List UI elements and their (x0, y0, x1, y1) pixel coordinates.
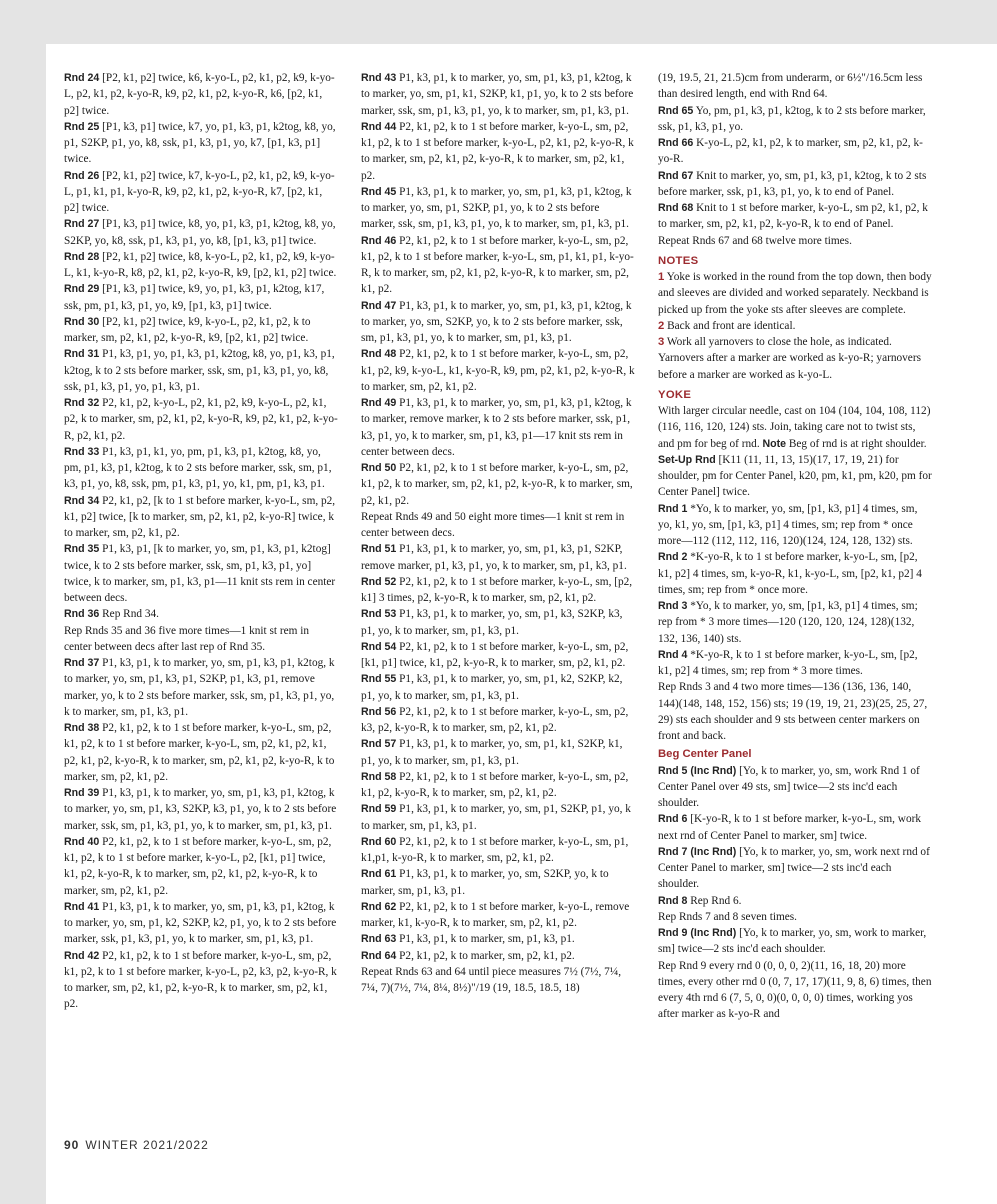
instruction-paragraph (658, 763, 934, 812)
instruction-text: P1, k3, p1, k to marker, yo, sm, S2KP, yo, k to marker, sm, p1, k3, p1. (361, 868, 609, 897)
instruction-paragraph (64, 785, 338, 834)
round-label: Rnd 39 (64, 787, 100, 799)
round-label: Set-Up Rnd (658, 453, 716, 466)
instruction-paragraph (64, 119, 338, 168)
instruction-text: P1, k3, p1, k to marker, yo, sm, p1, k3, p1, k2tog, k to marker, yo, sm, p1, k1, S2KP, k1, p1, yo, k to 2 sts before marker, ssk, sm, p1, k3, p1, yo, k to marker, sm, p1, k3, p1. (361, 72, 634, 117)
instruction-paragraph (658, 403, 934, 452)
instruction-text: P2, k1, p2, [k to 1 st before marker, k-yo-L, sm, p2, k1, p2] twice, [k to marker, sm, p2, k1, p2, k-yo-R] twice, k to marker, sm, p2, k1, p2. (64, 494, 336, 539)
instruction-paragraph (64, 899, 338, 948)
instruction-text: Knit to 1 st before marker, k-yo-L, sm p2, k1, p2, k to marker, sm, p2, k1, p2, k-yo-R, k to end of Panel. (658, 202, 928, 231)
instruction-text: [P1, k3, p1] twice, k8, yo, p1, k3, p1, k2tog, k8, yo, S2KP, yo, k8, ssk, p1, k3, p1, yo, k8, [p1, k3, p1] twice. (64, 218, 336, 247)
round-label: Rnd 6 (658, 813, 688, 826)
round-instructions (658, 70, 934, 249)
round-label: Rnd 30 (64, 315, 100, 328)
instruction-paragraph (658, 598, 934, 647)
instruction-paragraph (361, 704, 635, 737)
instruction-text: Knit to marker, yo, sm, p1, k3, p1, k2tog, k to 2 sts before marker, ssk, p1, k3, p1, yo, k to end of Panel. (658, 169, 927, 198)
round-label: Rnd 62 (361, 900, 397, 913)
instruction-paragraph (64, 493, 338, 542)
instruction-paragraph (64, 346, 338, 395)
instruction-text: [P1, k3, p1] twice, k7, yo, p1, k3, p1, k2tog, k8, yo, p1, S2KP, p1, yo, k8, ssk, p1, k3, p1, yo, k7, [p1, k3, p1] twice. (64, 120, 336, 166)
round-label: Rnd 54 (361, 640, 397, 653)
instruction-paragraph (64, 216, 338, 249)
round-label: Rnd 64 (361, 949, 397, 962)
instruction-text: [P1, k3, p1] twice, k9, yo, p1, k3, p1, k2tog, k17, ssk, pm, p1, k3, p1, yo, k9, [p1, k3, p1] twice. (64, 283, 325, 312)
note-text: Work all yarnovers to close the hole, as indicated. Yarnovers after a marker are worked as k-yo-R; yarnovers before a marker are worked as k-yo-L. (658, 336, 921, 381)
instruction-text: [P2, k1, p2] twice, k9, k-yo-L, p2, k1, p2, k to marker, sm, p2, k1, p2, k-yo-R, k9, [p2, k1, p2] twice. (64, 315, 311, 344)
instruction-text: P2, k1, p2, k to 1 st before marker, k-yo-L, sm, p2, k1, p2, k to 1 st before marker, k-yo-L, sm, p2, k1, p2, k1, p2, k1, p2, k-yo-R, k to marker, sm, p2, k1, p2, k-yo-R, k to marker, sm, p2, k1, p2. (64, 722, 335, 783)
instruction-paragraph (361, 395, 635, 460)
instruction-text: P1, k3, p1, yo, p1, k3, p1, k2tog, k8, yo, p1, k3, p1, k2tog, k to 2 sts before marker, ssk, sm, p1, k3, p1, yo, k8, ssk, p1, k3, p1, yo, p1, k3, p1. (64, 348, 335, 393)
instruction-paragraph (361, 769, 635, 802)
round-label: Rnd 60 (361, 835, 397, 848)
note-text: Back and front are identical. (664, 319, 796, 332)
note-item (658, 269, 934, 318)
instruction-paragraph (361, 866, 635, 899)
instruction-text: P1, k3, p1, k to marker, yo, sm, p1, S2KP, p1, yo, k to marker, sm, p1, k3, p1. (361, 803, 631, 832)
round-label: Rnd 56 (361, 705, 397, 718)
magazine-page (46, 44, 997, 1204)
instruction-paragraph (64, 606, 338, 622)
round-label: Rnd 28 (64, 250, 100, 263)
round-label: Rnd 61 (361, 868, 397, 881)
instruction-text: [Yo, k to marker, yo, sm, work to marker, sm] twice—2 sts inc'd each shoulder. (658, 927, 927, 956)
round-label: Rnd 67 (658, 169, 694, 182)
round-label: Rnd 47 (361, 299, 397, 312)
issue-label: WINTER 2021/2022 (85, 1138, 209, 1152)
instruction-paragraph (64, 655, 338, 720)
instruction-paragraph (361, 736, 635, 769)
instruction-text: P1, k3, p1, k to marker, yo, sm, p1, k3, p1, k2tog, k to marker, yo, sm, p1, S2KP, p1, yo, k to 2 sts before marker, ssk, sm, p1, k3, p1, yo, k to marker, sm, p1, k3, p1. (361, 185, 632, 231)
instruction-paragraph (658, 958, 934, 1023)
round-label: Rnd 26 (64, 169, 100, 182)
round-label: Rnd 29 (64, 283, 100, 296)
round-label: Rnd 43 (361, 72, 397, 84)
instruction-text: *Yo, k to marker, yo, sm, [p1, k3, p1] 4 times, sm; rep from * 3 more times—120 (120, 120, 124, 128)(132, 132, 136, 140) sts. (658, 600, 918, 645)
instruction-text: P2, k1, p2, k to 1 st before marker, k-yo-L, sm, p2, k1, p2, k to 1 st before marker, k-yo-L, p2, k3, p2, k-yo-R, k to marker, sm, p2, k1, p2, k-yo-R, k to marker, sm, p2, k1, p2. (64, 949, 337, 1011)
note-label: Note (762, 437, 787, 450)
note-item (658, 334, 934, 383)
round-label: Rnd 36 (64, 608, 100, 621)
instruction-text: P2, k1, p2, k to marker, sm, p2, k1, p2. (396, 949, 575, 962)
instruction-text: Repeat Rnds 49 and 50 eight more times—1 knit st rem in center between decs. (361, 510, 625, 539)
instruction-paragraph (658, 549, 934, 598)
notes-heading: NOTES (658, 254, 699, 267)
round-label: Rnd 51 (361, 543, 397, 556)
round-label: Rnd 46 (361, 234, 397, 247)
instruction-text: P2, k1, p2, k to 1 st before marker, k-yo-L, sm, p2, k1, p2, k to marker, sm, p2, k1, p2, k-yo-R, k to marker, sm, p2, k1, p2. (361, 462, 633, 507)
instruction-paragraph (361, 801, 635, 834)
instruction-paragraph (658, 893, 934, 909)
instruction-paragraph (658, 135, 934, 168)
instruction-text: P2, k1, p2, k-yo-L, p2, k1, p2, k9, k-yo-L, p2, k1, p2, k to marker, sm, p2, k1, p2, k-yo-R, k9, p2, k1, p2, k-yo-R, p2, k1, p2. (64, 397, 338, 442)
instruction-text: P1, k3, p1, k to marker, yo, sm, p1, k3, p1, S2KP, remove marker, p1, k3, p1, yo, k to marker, sm, p1, k3, p1. (361, 543, 627, 572)
instruction-paragraph (64, 623, 338, 656)
instruction-text: Rep Rnds 3 and 4 two more times—136 (136, 136, 140, 144)(148, 148, 152, 156) sts; 19 (19, 19, 21, 23)(25, 25, 27, 29) sts each shoulder and 9 sts between center markers on front and back. (658, 681, 928, 742)
note-item (658, 318, 934, 334)
instruction-paragraph (361, 541, 635, 574)
note-text: Beg of rnd is at right shoulder. (786, 437, 927, 450)
round-label: Rnd 42 (64, 949, 100, 962)
round-label: Rnd 5 (Inc Rnd) (658, 764, 737, 777)
instruction-text: Rep Rnd 9 every rnd 0 (0, 0, 0, 2)(11, 16, 18, 20) more times, every other rnd 0 (0, 7, 17, 17)(11, 9, 8, 6) times, then every 4th rnd 6 (7, 5, 0, 0)(0, 0, 0, 0) times, working yos after marker as k-yo-R and (658, 959, 932, 1021)
instruction-text: *K-yo-R, k to 1 st before marker, k-yo-L, sm, [p2, k1, p2] 4 times, sm; rep from * 3 more times. (658, 648, 918, 677)
instruction-text: Repeat Rnds 63 and 64 until piece measures 7½ (7½, 7¼, 7¼, 7)(7½, 7¼, 8¼, 8½)"/19 (19, 18.5, 18.5, 18) (361, 965, 622, 994)
instruction-text: P1, k3, p1, k to marker, yo, sm, p1, k3, p1, k2tog, k to marker, remove marker, k to 2 sts before marker, ssk, p1, k3, p1, yo, k to marker, sm, p1, k3, p1—17 knit sts rem in center between decs. (361, 397, 632, 458)
round-label: Rnd 33 (64, 445, 100, 458)
column-left (64, 70, 338, 1013)
page-footer (64, 1138, 209, 1152)
instruction-paragraph (64, 834, 338, 899)
instruction-paragraph (658, 647, 934, 680)
page-number: 90 (64, 1138, 80, 1152)
instruction-text: [K-yo-R, k to 1 st before marker, k-yo-L, sm, work next rnd of Center Panel to marker, sm] twice. (658, 813, 922, 842)
round-label: Rnd 32 (64, 397, 100, 409)
instruction-text: P2, k1, p2, k to 1 st before marker, k-yo-L, sm, [p2, k1] 3 times, p2, k-yo-R, k to marker, sm, p2, k1, p2. (361, 575, 633, 604)
round-label: Rnd 63 (361, 933, 397, 946)
round-label: Rnd 3 (658, 600, 688, 612)
round-label: Rnd 49 (361, 397, 397, 409)
instruction-paragraph (64, 281, 338, 314)
instruction-text: P2, k1, p2, k to 1 st before marker, k-yo-L, remove marker, k1, k-yo-R, k to marker, sm, p2, k1, p2. (361, 900, 630, 929)
note-number: 2 (658, 319, 665, 332)
round-label: Rnd 59 (361, 803, 397, 816)
instruction-paragraph (658, 925, 934, 958)
instruction-paragraph (64, 948, 338, 1013)
instruction-paragraph (64, 168, 338, 217)
round-label: Rnd 68 (658, 202, 694, 214)
instruction-text: [K11 (11, 11, 13, 15)(17, 17, 19, 21) for shoulder, pm for Center Panel, k20, pm, k1, pm, k20, pm for Center Panel] twice. (658, 453, 932, 499)
instruction-paragraph (64, 314, 338, 347)
round-label: Rnd 65 (658, 104, 694, 117)
instruction-text: Rep Rnd 6. (687, 894, 742, 907)
instruction-text: [P2, k1, p2] twice, k8, k-yo-L, p2, k1, p2, k9, k-yo-L, k1, k-yo-R, k8, p2, k1, p2, k-yo-R, k9, [p2, k1, p2] twice. (64, 250, 337, 279)
round-label: Rnd 37 (64, 657, 100, 669)
instruction-paragraph (361, 184, 635, 233)
instruction-text: P2, k1, p2, k to 1 st before marker, k-yo-L, sm, p2, k1, p2, k to 1 st before marker, k-yo-L, p2, [k1, p1] twice, k1, p2, k-yo-R, k to marker, sm, p2, k1, p2, k-yo-R, k to marker, sm, p2, k1, p2. (64, 835, 332, 897)
instruction-paragraph (361, 233, 635, 298)
instruction-text: With larger circular needle, cast on 104 (104, 104, 108, 112)(116, 116, 120, 124) sts. Join, taking care not to twist sts, and pm for beg of rnd. (658, 405, 931, 450)
instruction-paragraph (361, 119, 635, 184)
instruction-paragraph (361, 509, 635, 542)
instruction-text: Rep Rnds 7 and 8 seven times. (658, 910, 797, 923)
round-label: Rnd 58 (361, 770, 397, 783)
instruction-text: P2, k1, p2, k to 1 st before marker, k-yo-L, sm, p2, k1, p2, k9, k-yo-L, k1, k-yo-R, k9, pm, p2, k1, p2, k-yo-R, k to marker, sm, p2, k1, p2. (361, 348, 635, 393)
notes-list (658, 269, 934, 383)
round-label: Rnd 24 (64, 72, 100, 84)
instruction-text: P1, k3, p1, k to marker, sm, p1, k3, p1. (396, 933, 575, 946)
round-label: Rnd 9 (Inc Rnd) (658, 927, 737, 939)
instruction-text: [P2, k1, p2] twice, k6, k-yo-L, p2, k1, p2, k9, k-yo-L, p2, k1, p2, k-yo-R, k9, p2, k1, p2, k-yo-R, k6, [p2, k1, p2] twice. (64, 72, 335, 117)
instruction-text: P1, k3, p1, k to marker, yo, sm, p1, k2, S2KP, k2, p1, yo, k to marker, sm, p1, k3, p1. (361, 673, 623, 702)
round-label: Rnd 31 (64, 348, 100, 361)
instruction-text: P2, k1, p2, k to 1 st before marker, k-yo-L, sm, p2, k1, p2, k to 1 st before marker, k-yo-L, sm, p1, k1, p1, k-yo-R, k to marker, sm, p2, k1, p2, k-yo-R, k to marker, sm, p2, k1, p2. (361, 234, 634, 296)
round-label: Rnd 25 (64, 120, 100, 133)
note-number: 1 (658, 271, 665, 283)
instruction-paragraph (658, 233, 934, 249)
instruction-paragraph (361, 346, 635, 395)
round-label: Rnd 50 (361, 462, 397, 474)
instruction-paragraph (658, 200, 934, 233)
instruction-paragraph (658, 844, 934, 893)
instruction-paragraph (64, 395, 338, 444)
yoke-heading: YOKE (658, 388, 692, 401)
round-label: Rnd 4 (658, 648, 688, 661)
round-label: Rnd 48 (361, 348, 397, 361)
instruction-text: P2, k1, p2, k to 1 st before marker, k-yo-L, sm, p2, [k1, p1] twice, k1, p2, k-yo-R, k to marker, sm, p2, k1, p2. (361, 640, 629, 669)
instruction-text: P1, k3, p1, [k to marker, yo, sm, p1, k3, p1, k2tog] twice, k to 2 sts before marker, ssk, sm, p1, k3, p1, yo] twice, k to marker, sm, p1, k3, p1—11 knit sts rem in center between decs. (64, 543, 336, 604)
round-label: Rnd 57 (361, 738, 397, 751)
round-label: Rnd 7 (Inc Rnd) (658, 845, 737, 858)
instruction-text: [P2, k1, p2] twice, k7, k-yo-L, p2, k1, p2, k9, k-yo-L, p1, k1, p1, k-yo-R, k9, p2, k1, p2, k-yo-R, k7, [p2, k1, p2] twice. (64, 169, 335, 214)
instruction-text: *K-yo-R, k to 1 st before marker, k-yo-L, sm, [p2, k1, p2] 4 times, sm, k-yo-R, k1, k-yo-L, sm, [p2, k1, p2] 4 times, sm; rep from * once more. (658, 551, 922, 596)
instruction-text: P2, k1, p2, k to 1 st before marker, k-yo-L, sm, p2, k3, p2, k-yo-R, k to marker, sm, p2, k1, p2. (361, 705, 629, 734)
instruction-text: Rep Rnd 34. (99, 608, 159, 621)
instruction-text: P2, k1, p2, k to 1 st before marker, k-yo-L, sm, p1, k1,p1, k-yo-R, k to marker, sm, p2, k1, p2. (361, 835, 629, 864)
instruction-text: Rep Rnds 35 and 36 five more times—1 knit st rem in center between decs after last rep of Rnd 35. (64, 624, 310, 653)
instruction-text: K-yo-L, p2, k1, p2, k to marker, sm, p2, k1, p2, k-yo-R. (658, 137, 923, 166)
instruction-text: [Yo, k to marker, yo, sm, work Rnd 1 of Center Panel over 49 sts, sm] twice—2 sts inc'd each shoulder. (658, 764, 920, 809)
round-label: Rnd 45 (361, 185, 397, 198)
instruction-paragraph (361, 298, 635, 347)
round-label: Rnd 53 (361, 608, 397, 621)
instruction-paragraph (64, 541, 338, 606)
round-label: Rnd 44 (361, 120, 397, 133)
instruction-paragraph (64, 720, 338, 785)
round-label: Rnd 27 (64, 218, 100, 231)
instruction-text: P1, k3, p1, k to marker, yo, sm, p1, k3, S2KP, k3, p1, yo, k to marker, sm, p1, k3, p1. (361, 608, 623, 637)
round-label: Rnd 1 (658, 502, 688, 515)
instruction-paragraph (361, 948, 635, 964)
instruction-text: Repeat Rnds 67 and 68 twelve more times. (658, 234, 852, 247)
round-label: Rnd 2 (658, 551, 688, 564)
yoke-instructions (658, 403, 934, 744)
instruction-paragraph (658, 168, 934, 201)
instruction-paragraph (361, 606, 635, 639)
instruction-text: P1, k3, p1, k to marker, yo, sm, p1, k3, p1, k2tog, k to marker, yo, sm, p1, k3, S2KP, k3, p1, yo, k to 2 sts before marker, ssk, sm, p1, k3, p1, yo, k to marker, sm, p1, k3, p1. (64, 787, 337, 832)
round-label: Rnd 66 (658, 137, 694, 149)
instruction-text: P1, k3, p1, k to marker, yo, sm, p1, k3, p1, k2tog, k to marker, yo, sm, p1, k2, S2KP, k2, p1, yo, k to 2 sts before marker, ssk, p1, k3, p1, yo, k to marker, sm, p1, k3, p1. (64, 900, 337, 946)
instruction-text: P2, k1, p2, k to 1 st before marker, k-yo-L, sm, p2, k1, p2, k to 1 st before marker, k-yo-L, p2, k1, p2, k-yo-R, k to marker, sm, p2, k1, p2, k-yo-R, k to marker, sm, p2, k1, p2. (361, 120, 634, 182)
instruction-paragraph (658, 811, 934, 844)
instruction-paragraph (361, 899, 635, 932)
instruction-paragraph (64, 249, 338, 282)
instruction-text: [Yo, k to marker, yo, sm, work next rnd of Center Panel to marker, sm] twice—2 sts inc'd each shoulder. (658, 845, 930, 891)
instruction-text: Yo, pm, p1, k3, p1, k2tog, k to 2 sts before marker, ssk, p1, k3, p1, yo. (658, 104, 926, 133)
round-label: Rnd 52 (361, 575, 397, 588)
instruction-paragraph (361, 70, 635, 119)
instruction-text: P1, k3, p1, k1, yo, pm, p1, k3, p1, k2tog, k8, yo, pm, p1, k3, p1, k2tog, k to 2 sts before marker, ssk, sm, p1, k3, p1, yo, k8, ssk, pm, p1, k3, p1, yo, k1, pm, p1, k3, p1. (64, 445, 332, 491)
instruction-text: P1, k3, p1, k to marker, yo, sm, p1, k3, p1, k2tog, k to marker, yo, sm, p1, k3, p1, S2KP, p1, k3, p1, remove marker, yo, k to 2 sts before marker, ssk, sm, p1, k3, p1, yo, k to marker, sm, p1, k3, p1. (64, 657, 335, 718)
instruction-text: (19, 19.5, 21, 21.5)cm from underarm, or 6½"/16.5cm less than desired length, end with Rnd 64. (658, 72, 923, 101)
instruction-text: *Yo, k to marker, yo, sm, [p1, k3, p1] 4 times, sm, yo, k1, yo, sm, [p1, k3, p1] 4 times, sm; rep from * once more—112 (112, 112, 116, 120)(124, 124, 128, 132) sts. (658, 502, 918, 547)
round-label: Rnd 41 (64, 900, 100, 913)
instruction-paragraph (361, 574, 635, 607)
instruction-paragraph (658, 103, 934, 136)
round-label: Rnd 38 (64, 722, 100, 734)
note-number: 3 (658, 336, 665, 348)
instruction-text: P1, k3, p1, k to marker, yo, sm, p1, k1, S2KP, k1, p1, yo, k to marker, sm, p1, k3, p1. (361, 738, 623, 767)
center-panel-instructions (658, 763, 934, 1023)
round-label: Rnd 40 (64, 835, 100, 848)
column-middle (361, 70, 635, 996)
instruction-paragraph (658, 909, 934, 925)
instruction-paragraph (361, 460, 635, 509)
instruction-paragraph (361, 964, 635, 997)
center-panel-heading: Beg Center Panel (658, 748, 752, 761)
column-right (658, 70, 934, 1023)
instruction-text: P1, k3, p1, k to marker, yo, sm, p1, k3, p1, k2tog, k to marker, yo, sm, S2KP, yo, k to 2 sts before marker, ssk, sm, p1, k3, p1, yo, k to marker, sm, p1, k3, p1. (361, 299, 632, 344)
note-text: Yoke is worked in the round from the top down, then body and sleeves are divided and worked separately. Neckband is picked up from the yoke sts after sleeves are complete. (658, 271, 932, 316)
round-label: Rnd 8 (658, 894, 688, 907)
instruction-paragraph (658, 501, 934, 550)
round-label: Rnd 34 (64, 494, 100, 507)
round-label: Rnd 35 (64, 543, 100, 556)
instruction-text: P2, k1, p2, k to 1 st before marker, k-yo-L, sm, p2, k1, p2, k-yo-R, k to marker, sm, p2, k1, p2. (361, 770, 629, 799)
instruction-paragraph (658, 70, 934, 103)
instruction-paragraph (361, 931, 635, 947)
instruction-paragraph (361, 671, 635, 704)
instruction-paragraph (658, 679, 934, 744)
instruction-paragraph (64, 70, 338, 119)
instruction-paragraph (361, 639, 635, 672)
instruction-paragraph (64, 444, 338, 493)
round-label: Rnd 55 (361, 673, 397, 686)
instruction-paragraph (361, 834, 635, 867)
instruction-paragraph (658, 452, 934, 501)
